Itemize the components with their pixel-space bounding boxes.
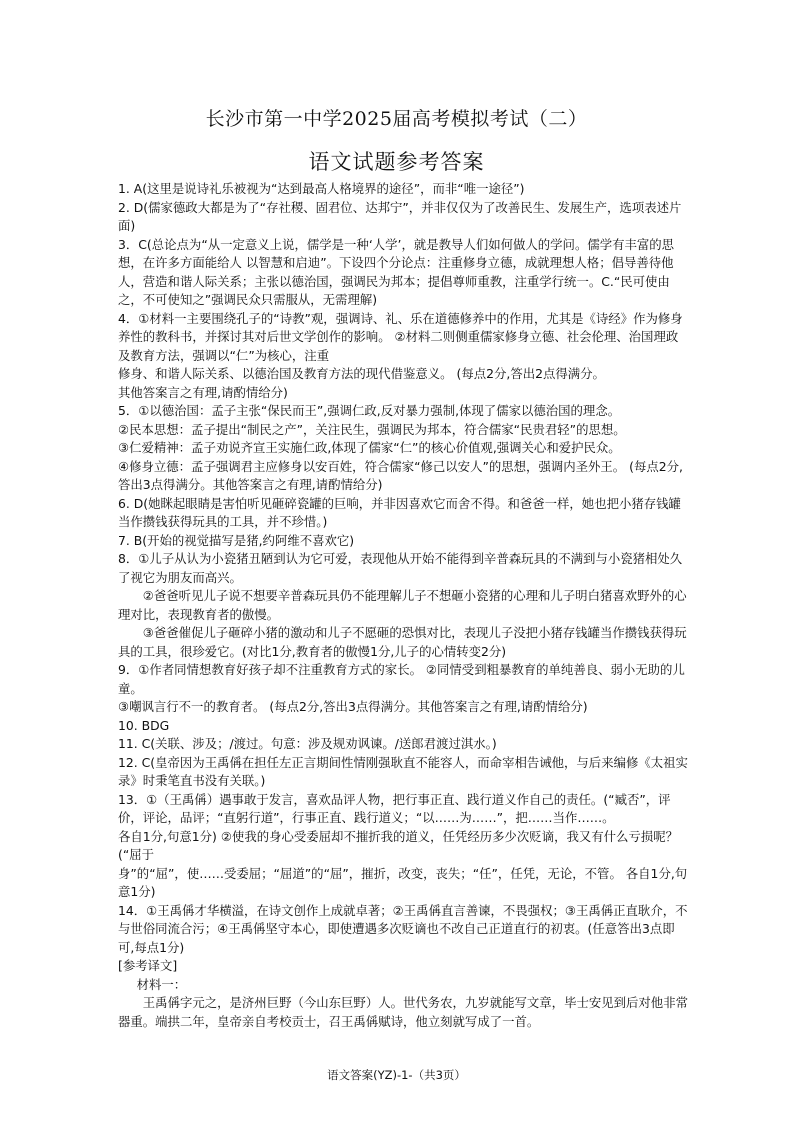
answer-line-5a: 5．①以德治国：孟子主张“保民而王”,强调仁政,反对暴力强制,体现了儒家以德治国的理念。	[118, 403, 621, 418]
answer-line-12: 12. C(皇帝因为王禹偁在担任左正言期间性情刚强耿直不能容人，而命宰相告诫他，与后来编修《太祖实录》时秉笔直书没有关联。)	[118, 754, 688, 788]
answer-line-13b: 各自1分,句意1分) ②使我的身心受委屈却不摧折我的道义，任凭经历多少次贬谪，我又有什么亏损呢？(“屈于	[118, 828, 678, 862]
answer-line-3: 3．C(总论点为“从一定意义上说，儒学是一种‘人学’，就是教导人们如何做人的学问。儒学有丰富的思想，在许多方面能给人 以智慧和启迪”。下设四个分论点：注重修身立德，成就理想人格；倡导善待他人，营造和谐人际关系；主张以德治国，强调民为邦本；提倡尊师重教，注重学行统一。C.“民可使由之，不可使知之”强调民众只需服从，无需理解)	[118, 236, 675, 307]
answer-line-5c: ③仁爱精神：孟子劝说齐宣王实施仁政,体现了儒家“仁”的核心价值观,强调关心和爱护民众。	[118, 440, 621, 455]
answer-line-4: 4．①材料一主要围绕孔子的“诗教”观，强调诗、礼、乐在道德修养中的作用，尤其是《诗经》作为修身养性的教科书，并探讨其对后世文学创作的影响。 ②材料二则侧重儒家修身立德、社会伦理、治国理政及教育方法，强调以“仁”为核心，注重	[118, 310, 683, 363]
answer-line-9a: 9．①作者同情想教育好孩子却不注重教育方式的家长。 ②同情受到粗暴教育的单纯善良、弱小无助的儿童。	[118, 662, 685, 696]
answer-line-9b: ③嘲讽言行不一的教育者。 (每点2分,答出3点得满分。其他答案言之有理,请酌情给分)	[118, 699, 588, 714]
exam-subtitle: 语文试题参考答案	[308, 150, 485, 174]
answer-line-10: 10. BDG	[118, 717, 170, 733]
answer-line-4c: 其他答案言之有理,请酌情给分)	[118, 384, 288, 400]
answer-line-2: 2. D(儒家德政大都是为了“存社稷、固君位、达邦宁”，并非仅仅为了改善民生、发展生产，选项表述片面)	[118, 199, 682, 233]
answer-line-5b: ②民本思想：孟子提出“制民之产”，关注民生，强调民为邦本，符合儒家“民贵君轻”的思想。	[118, 421, 626, 437]
answer-line-7: 7. B(开始的视觉描写是猪,约阿维不喜欢它)	[118, 532, 355, 548]
answer-line-14: 14．①王禹偁才华横溢，在诗文创作上成就卓著；②王禹偁直言善谏，不畏强权；③王禹偁正直耿介，不与世俗同流合污；④王禹偁坚守本心，即使遭遇多次贬谪也不改自己正道直行的初衷。(任意答出3点即可,每点1分)	[118, 902, 688, 955]
material-one-label: 材料一：	[136, 976, 187, 992]
answer-line-13a: 13．①（王禹偁）遇事敢于发言，喜欢品评人物，把行事正直、践行道义作自己的责任。(“臧否”，评价，评论，品评；“直躬行道”，行事正直、践行道义；“以……为……”，把……当作……。	[118, 791, 671, 825]
answer-line-11: 11. C(关联、涉及；/渡过。句意：涉及规劝讽谏。/送郎君渡过淇水。)	[118, 736, 497, 751]
answer-line-1: 1. A(这里是说诗礼乐被视为“达到最高人格境界的途径”，而非“唯一途径”)	[118, 181, 525, 196]
translation-paragraph: 王禹偁字元之，是济州巨野（今山东巨野）人。世代务农，九岁就能写文章，毕士安见到后对他非常器重。端拱二年，皇帝亲自考校贡士，召王禹偁赋诗，他立刻就写成了一首。	[118, 995, 688, 1029]
exam-title: 长沙市第一中学2025届高考模拟考试（二）	[205, 108, 588, 130]
answer-line-8c: ③爸爸催促儿子砸碎小猪的激动和儿子不愿砸的恐惧对比，表现儿子没把小猪存钱罐当作攒钱获得玩具的工具，很珍爱它。(对比1分,教育者的傲慢1分,儿子的心情转变2分)	[118, 625, 687, 659]
answer-body	[118, 180, 688, 1031]
answer-line-6: 6. D(她眯起眼睛是害怕听见砸碎瓷罐的巨响，并非因喜欢它而舍不得。和爸爸一样，她也把小猪存钱罐当作攒钱获得玩具的工具，并不珍惜。)	[118, 495, 681, 529]
answer-line-13c: 身”的“屈”，使……受委屈；“屈道”的“屈”，摧折，改变，丧失；“任”，任凭，无论，不管。 各自1分,句意1分)	[118, 865, 688, 899]
translation-heading: [参考译文]	[118, 958, 178, 973]
answer-line-5d: ④修身立德：孟子强调君主应修身以安百姓，符合儒家“修己以安人”的思想，强调内圣外王。 (每点2分,答出3点得满分。其他答案言之有理,请酌情给分)	[118, 458, 683, 492]
answer-line-8a: 8．①儿子从认为小瓷猪丑陋到认为它可爱，表现他从开始不能得到辛普森玩具的不满到与小瓷猪相处久了视它为朋友而高兴。	[118, 551, 683, 585]
page-footer: 语文答案(YZ)-1-（共3页）	[327, 1068, 466, 1082]
answer-line-4b: 修身、和谐人际关系、以德治国及教育方法的现代借鉴意义。 (每点2分,答出2点得满分。	[118, 366, 605, 381]
answer-line-8b: ②爸爸听见儿子说不想要辛普森玩具仍不能理解儿子不想砸小瓷猪的心理和儿子明白猪喜欢野外的心理对比，表现教育者的傲慢。	[118, 588, 687, 622]
